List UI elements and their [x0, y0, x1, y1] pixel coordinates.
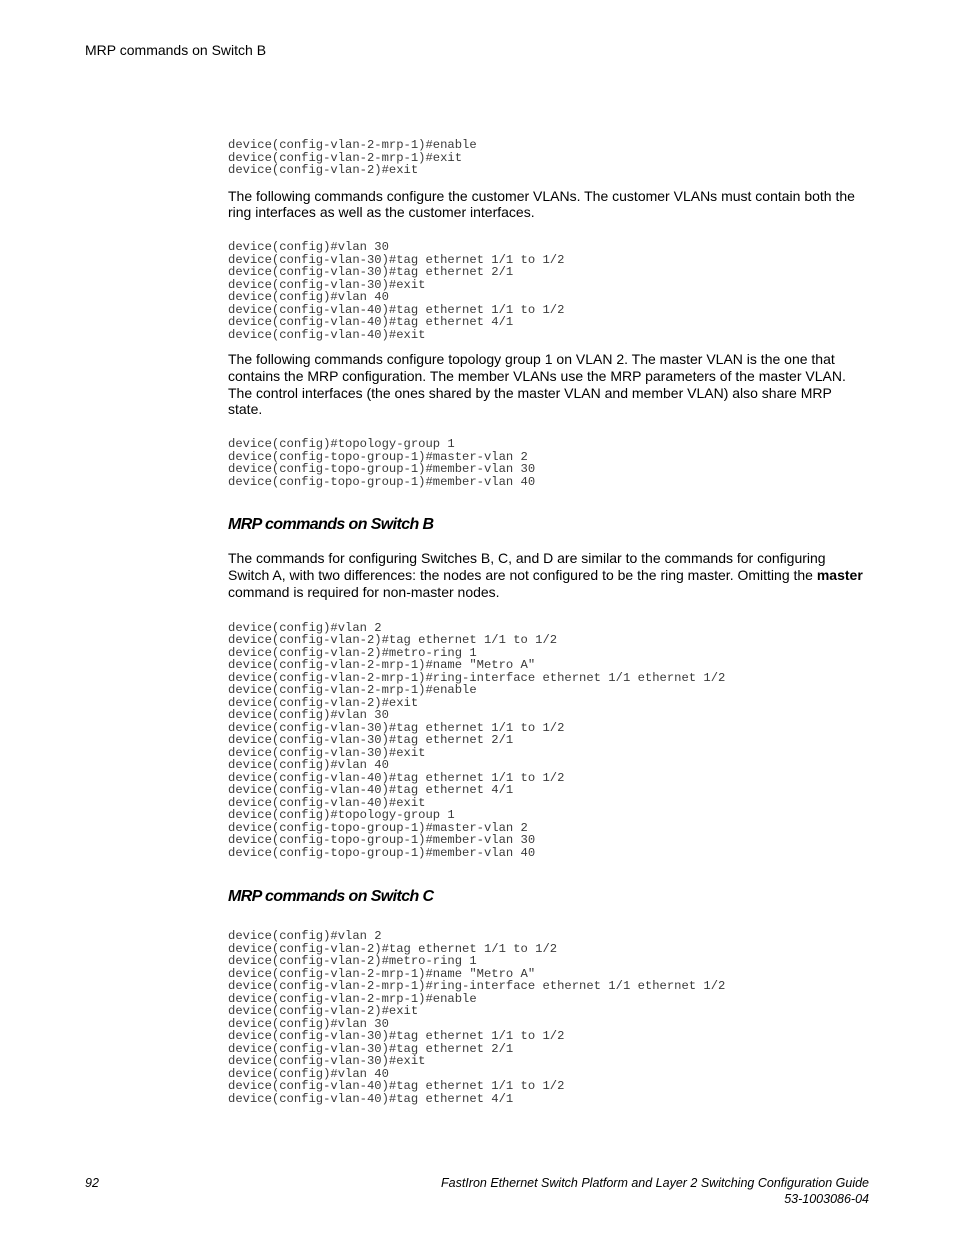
code-block-mrp-enable: device(config-vlan-2-mrp-1)#enable device(config-vlan-2-mrp-1)#exit device(config-vlan-2)#exit — [228, 138, 477, 177]
paragraph-switch-b — [228, 550, 868, 600]
code-block-customer-vlans: device(config)#vlan 30 device(config-vlan-30)#tag ethernet 1/1 to 1/2 device(config-vlan-30)#tag ethernet 2/1 device(config-vlan-30)#exit device(config)#vlan 40 device(config-vlan-40)#tag ethernet 1/1 to 1/2 device(config-vlan-40)#tag ethernet 4/1 device(config-vlan-40)#exit — [228, 240, 565, 342]
paragraph-topology-group: The following commands configure topology group 1 on VLAN 2. The master VLAN is the one that contains the MRP configuration. The member VLANs use the MRP parameters of the master VLAN. The control interfaces (the ones shared by the master VLAN and member VLAN) also share MRP state. — [228, 351, 846, 418]
keyword-master: master — [816, 567, 863, 584]
page-number: 92 — [85, 1176, 99, 1190]
paragraph-customer-vlans: The following commands configure the customer VLANs. The customer VLANs must contain both the ring interfaces as well as the customer interfaces. — [228, 187, 855, 221]
code-block-switch-b: device(config)#vlan 2 device(config-vlan-2)#tag ethernet 1/1 to 1/2 device(config-vlan-2)#metro-ring 1 device(config-vlan-2-mrp-1)#name "Metro A" device(config-vlan-2-mrp-1)#ring-interface ethernet 1/1 ethernet 1/2 device(config-vlan-2-mrp-1)#enable device(config-vlan-2)#exit device(config)#vlan 30 device(config-vlan-30)#tag ethernet 1/1 to 1/2 device(config-vlan-30)#tag ethernet 2/1 device(config-vlan-30)#exit device(config)#vlan 40 device(config-vlan-40)#tag ethernet 1/1 to 1/2 device(config-vlan-40)#tag ethernet 4/1 device(config-vlan-40)#exit device(config)#topology-group 1 device(config-topo-group-1)#master-vlan 2 device(config-topo-group-1)#member-vlan 30 device(config-topo-group-1)#member-vlan 40 — [228, 620, 726, 860]
guide-title: FastIron Ethernet Switch Platform and Layer 2 Switching Configuration Guide — [441, 1176, 869, 1190]
section-heading-switch-b: MRP commands on Switch B — [228, 516, 434, 534]
paragraph-switch-b-part2: command is required for non-master nodes. — [228, 583, 500, 600]
paragraph-switch-b-part1: The commands for configuring Switches B, C, and D are similar to the commands for configuring Switch A, with two differences: the nodes are not configured to be the ring master. Omitting the — [228, 550, 826, 584]
main-content — [228, 139, 868, 1105]
code-block-switch-c: device(config)#vlan 2 device(config-vlan-2)#tag ethernet 1/1 to 1/2 device(config-vlan-2)#metro-ring 1 device(config-vlan-2-mrp-1)#name "Metro A" device(config-vlan-2-mrp-1)#ring-interface ethernet 1/1 ethernet 1/2 device(config-vlan-2-mrp-1)#enable device(config-vlan-2)#exit device(config)#vlan 30 device(config-vlan-30)#tag ethernet 1/1 to 1/2 device(config-vlan-30)#tag ethernet 2/1 device(config-vlan-30)#exit device(config)#vlan 40 device(config-vlan-40)#tag ethernet 1/1 to 1/2 device(config-vlan-40)#tag ethernet 4/1 — [228, 929, 726, 1106]
code-block-topology-group: device(config)#topology-group 1 device(config-topo-group-1)#master-vlan 2 device(config-topo-group-1)#member-vlan 30 device(config-topo-group-1)#member-vlan 40 — [228, 437, 536, 489]
running-head: MRP commands on Switch B — [85, 42, 267, 58]
footer-guide-info — [441, 1175, 869, 1207]
section-heading-switch-c: MRP commands on Switch C — [228, 888, 434, 906]
doc-number: 53-1003086-04 — [784, 1192, 869, 1206]
